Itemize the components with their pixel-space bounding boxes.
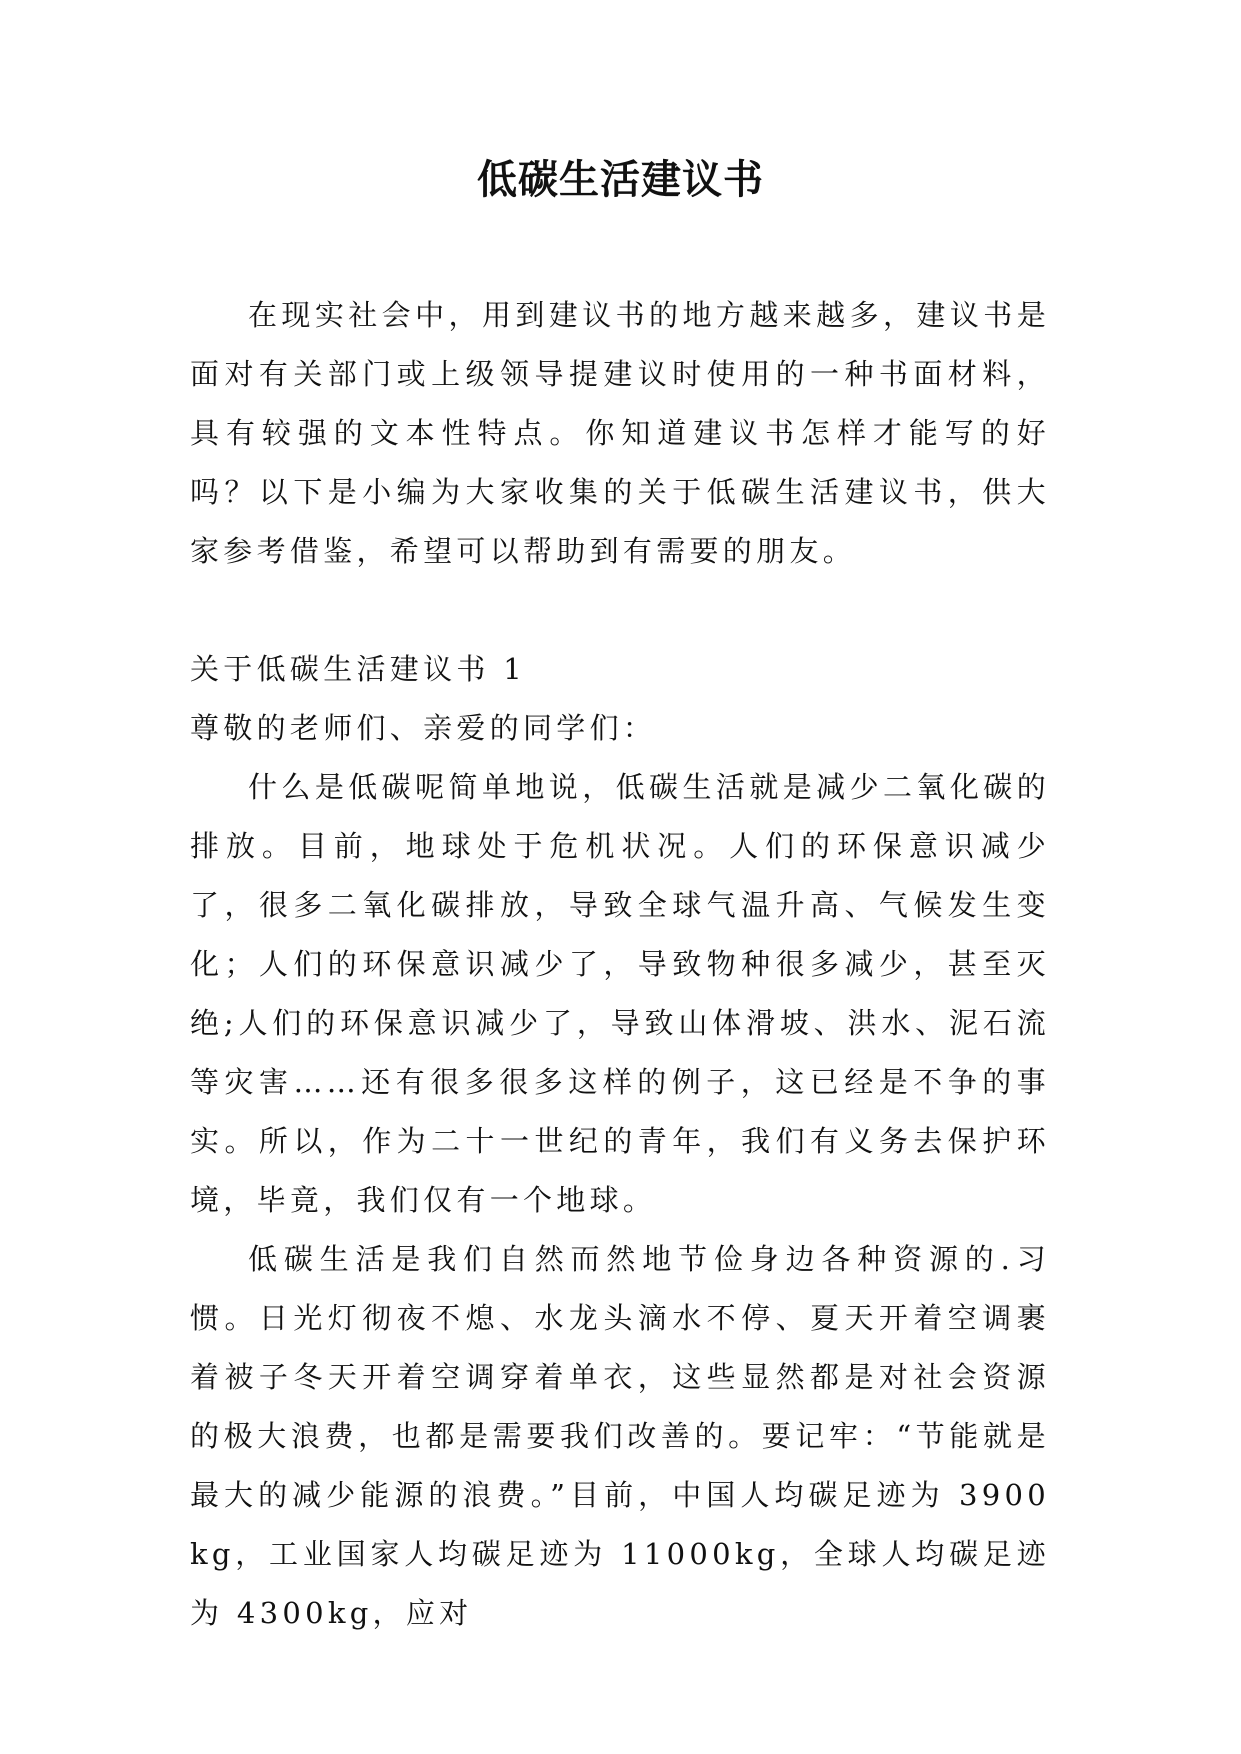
intro-paragraph: 在现实社会中，用到建议书的地方越来越多，建议书是面对有关部门或上级领导提建议时使用的一种书面材料，具有较强的文本性特点。你知道建议书怎样才能写的好吗？以下是小编为大家收集的关于低碳生活建议书，供大家参考借鉴，希望可以帮助到有需要的朋友。: [190, 298, 1050, 568]
document-body: [190, 286, 1050, 1643]
document-title: 低碳生活建议书: [477, 156, 764, 203]
body-paragraph-2: 低碳生活是我们自然而然地节俭身边各种资源的.习惯。日光灯彻夜不熄、水龙头滴水不停、夏天开着空调裹着被子冬天开着空调穿着单衣，这些显然都是对社会资源的极大浪费，也都是需要我们改善的。要记牢：“节能就是最大的减少能源的浪费。”目前，中国人均碳足迹为 3900kg，工业国家人均碳足迹为 11000kg，全球人均碳足迹为 4300kg，应对: [190, 1242, 1050, 1630]
section-heading: 关于低碳生活建议书 1: [190, 652, 526, 686]
body-paragraph-1: 什么是低碳呢简单地说，低碳生活就是减少二氧化碳的排放。目前，地球处于危机状况。人们的环保意识减少了，很多二氧化碳排放，导致全球气温升高、气候发生变化；人们的环保意识减少了，导致物种很多减少，甚至灭绝;人们的环保意识减少了，导致山体滑坡、洪水、泥石流等灾害……还有很多很多这样的例子，这已经是不争的事实。所以，作为二十一世纪的青年，我们有义务去保护环境，毕竟，我们仅有一个地球。: [190, 770, 1050, 1217]
paragraph-spacer: [190, 581, 1050, 640]
salutation: 尊敬的老师们、亲爱的同学们：: [190, 711, 657, 745]
